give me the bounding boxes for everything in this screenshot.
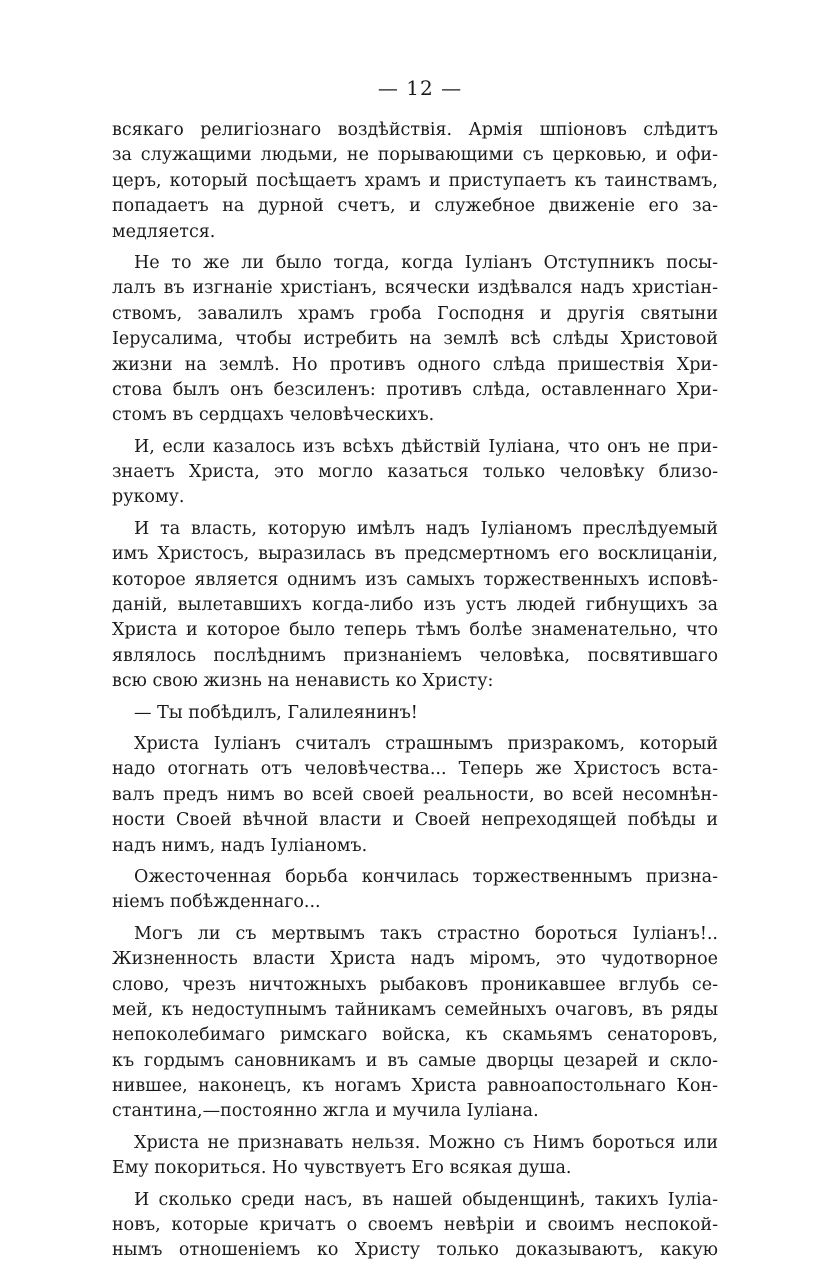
text-line: надо отогнать отъ человѣчества... Теперь же Христосъ вста- [112, 759, 718, 780]
text-line: жизни на землѣ. Но противъ одного слѣда пришествія Хри- [112, 354, 718, 375]
text-line: Могъ ли съ мертвымъ такъ страстно бороться Іуліанъ!.. [134, 923, 718, 944]
text-line: всякаго религіознаго воздѣйствія. Армія шпіоновъ слѣдитъ [112, 120, 718, 140]
text-line: церъ, который посѣщаетъ храмъ и приступаетъ къ таинствамъ, [112, 170, 718, 191]
text-line: за служащими людьми, не порывающими съ церковью, и офи- [112, 145, 718, 166]
text-line: новъ, которые кричатъ о своемъ невѣріи и своимъ неспокой- [112, 1215, 718, 1236]
text-line: стомъ въ сердцахъ человѣческихъ. [112, 405, 435, 426]
paragraph [112, 1188, 718, 1264]
text-line: знаетъ Христа, это могло казаться только человѣку близо- [112, 462, 718, 483]
text-line: Ожесточенная борьба кончилась торжественнымъ призна- [134, 866, 718, 887]
paragraph [112, 435, 718, 511]
text-line: — Ты побѣдилъ, Галилеянинъ! [134, 702, 418, 723]
text-line: нившее, наконецъ, къ ногамъ Христа равноапостольнаго Кон- [112, 1076, 718, 1097]
text-line: Жизненность власти Христа надъ міромъ, это чудотворное [112, 949, 718, 970]
text-line: стова былъ онъ безсиленъ: противъ слѣда, оставленнаго Хри- [112, 379, 718, 400]
text-line: слово, чрезъ ничтожныхъ рыбаковъ проникавшее вглубь се- [112, 974, 718, 995]
text-line: стантина,—постоянно жгла и мучила Іуліана. [112, 1101, 539, 1122]
text-line: Не то же ли было тогда, когда Іуліанъ Отступникъ посы- [134, 252, 718, 273]
text-line: ности Своей вѣчной власти и Своей непреходящей побѣды и [112, 810, 718, 831]
text-line: рукому. [112, 487, 185, 508]
text-line: мей, къ недоступнымъ тайникамъ семейныхъ очаговъ, въ ряды [112, 999, 718, 1020]
text-line: попадаетъ на дурной счетъ, и служебное движеніе его за- [112, 196, 718, 217]
paragraph [112, 118, 718, 245]
text-line: даній, вылетавшихъ когда-либо изъ устъ людей гибнущихъ за [112, 595, 718, 616]
text-line: къ гордымъ сановникамъ и въ самые дворцы цезарей и скло- [112, 1050, 718, 1071]
text-line: всю свою жизнь на ненависть ко Христу: [112, 671, 494, 692]
text-line: валъ предъ нимъ во всей своей реальности, во всей несомнѣн- [112, 784, 718, 805]
text-line: ствомъ, завалилъ храмъ гроба Господня и другія святыни [112, 303, 718, 324]
paragraph [112, 517, 718, 695]
text-line: Христа не признавать нельзя. Можно съ Нимъ бороться или [134, 1132, 718, 1153]
text-line: надъ нимъ, надъ Іуліаномъ. [112, 835, 368, 856]
text-line: Ему покориться. Но чувствуетъ Его всякая душа. [112, 1158, 572, 1179]
paragraph [112, 865, 718, 916]
paragraph [112, 1131, 718, 1182]
text-line: И та власть, которую имѣлъ надъ Іуліаномъ преслѣдуемый [134, 518, 718, 539]
paragraph [112, 922, 718, 1125]
paragraph [112, 251, 718, 429]
text-line: И сколько среди насъ, въ нашей обыденщинѣ, такихъ Іуліа- [134, 1189, 718, 1210]
paragraph [112, 732, 718, 859]
paragraph [112, 701, 718, 726]
text-line: медляется. [112, 221, 216, 242]
body-text [112, 118, 718, 1270]
text-line: непоколебимаго римскаго войска, къ скамьямъ сенаторовъ, [112, 1025, 718, 1046]
text-line: ніемъ побѣжденнаго... [112, 892, 321, 913]
text-line: являлось послѣднимъ признаніемъ человѣка, посвятившаго [112, 645, 718, 666]
text-line: И, если казалось изъ всѣхъ дѣйствій Іуліана, что онъ не при- [134, 436, 718, 457]
text-line: Христа Іуліанъ считалъ страшнымъ призракомъ, который [134, 733, 718, 754]
text-line: которое является однимъ изъ самыхъ торжественныхъ исповѣ- [112, 569, 718, 590]
text-line: Іерусалима, чтобы истребить на землѣ всѣ слѣды Христовой [112, 329, 718, 350]
text-line: лалъ въ изгнаніе христіанъ, всячески издѣвался надъ христіан- [112, 278, 718, 299]
text-line: Христа и которое было теперь тѣмъ болѣе знаменательно, что [112, 620, 718, 641]
text-line: имъ Христосъ, выразилась въ предсмертномъ его восклицаніи, [112, 544, 718, 565]
text-line: нымъ отношеніемъ ко Христу только доказываютъ, какую [112, 1240, 718, 1261]
page-number: — 12 — [377, 76, 463, 100]
